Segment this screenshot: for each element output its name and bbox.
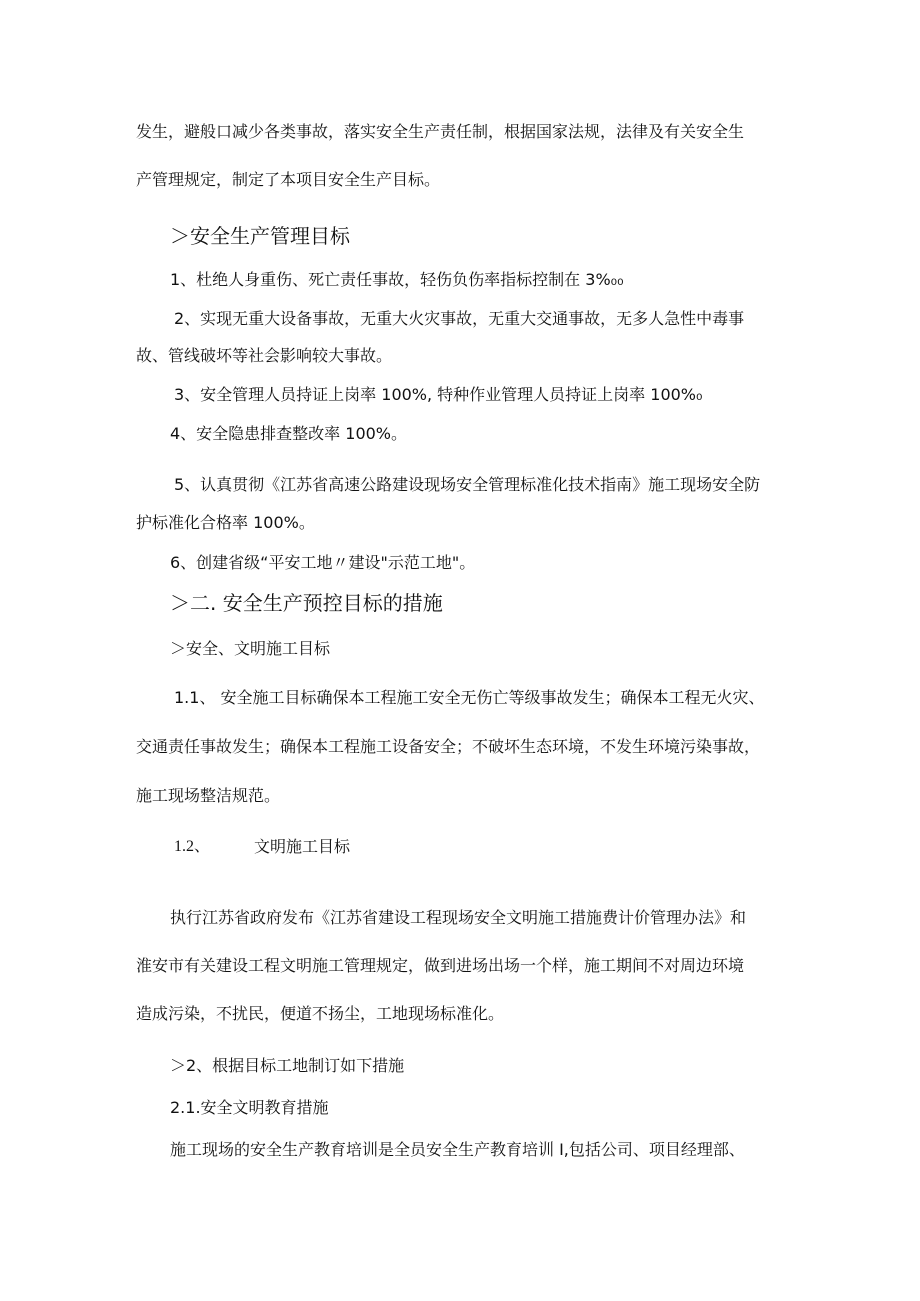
- goal-item-3: 3、安全管理人员持证上岗率 100%, 特种作业管理人员持证上岗率 100%₀: [174, 385, 703, 404]
- para-1-1-line-1: 1.1、 安全施工目标确保本工程施工安全无伤亡等级事故发生；确保本工程无火灾、: [174, 688, 765, 707]
- measure-2-1-title: 2.1.安全文明教育措施: [170, 1098, 329, 1117]
- intro-line-1: 发生，避般口减少各类事故，落实安全生产责任制，根据国家法规，法律及有关安全生: [136, 122, 745, 141]
- goal-item-2-cont: 故、管线破坏等社会影响较大事故。: [136, 346, 393, 365]
- goal-item-2: 2、实现无重大设备事故，无重大火灾事故，无重大交通事故，无多人急性中毒事: [174, 309, 745, 328]
- measures-heading: ＞2、根据目标工地制订如下措施: [170, 1056, 405, 1075]
- para-1-1-line-2: 交通责任事故发生；确保本工程施工设备安全；不破坏生态环境，不发生环境污染事故，: [136, 737, 761, 756]
- para-1-1-line-3: 施工现场整洁规范。: [136, 786, 281, 805]
- section2-heading: ＞二. 安全生产预控目标的措施: [170, 591, 443, 615]
- section2-subheading: ＞安全、文明施工目标: [170, 639, 331, 658]
- para-1-2-title: 文明施工目标: [254, 837, 351, 856]
- goal-item-4: 4、安全隐患排查整改率 100%。: [170, 424, 408, 443]
- section1-heading: ＞安全生产管理目标: [170, 224, 350, 248]
- goal-item-6: 6、创建省级“平安工地〃建设"示范工地"。: [170, 553, 476, 572]
- para-1-2-number: 1.2、: [174, 838, 211, 855]
- para-1-2-body-line-3: 造成污染，不扰民，便道不扬尘，工地现场标准化。: [136, 1004, 505, 1023]
- goal-item-5-cont: 护标准化合格率 100%。: [136, 513, 315, 532]
- intro-line-2: 产管理规定，制定了本项目安全生产目标。: [136, 170, 441, 189]
- measure-2-1-body: 施工现场的安全生产教育培训是全员安全生产教育培训 I,包括公司、项目经理部、: [170, 1140, 745, 1159]
- goal-item-5: 5、认真贯彻《江苏省高速公路建设现场安全管理标准化技术指南》施工现场安全防: [174, 475, 761, 494]
- para-1-2-body-line-2: 淮安市有关建设工程文明施工管理规定，做到进场出场一个样，施工期间不对周边环境: [136, 956, 745, 975]
- para-1-2-body-line-1: 执行江苏省政府发布《江苏省建设工程现场安全文明施工措施费计价管理办法》和: [170, 908, 747, 927]
- goal-item-1: 1、杜绝人身重伤、死亡责任事故，轻伤负伤率指标控制在 3%₀₀: [170, 270, 624, 289]
